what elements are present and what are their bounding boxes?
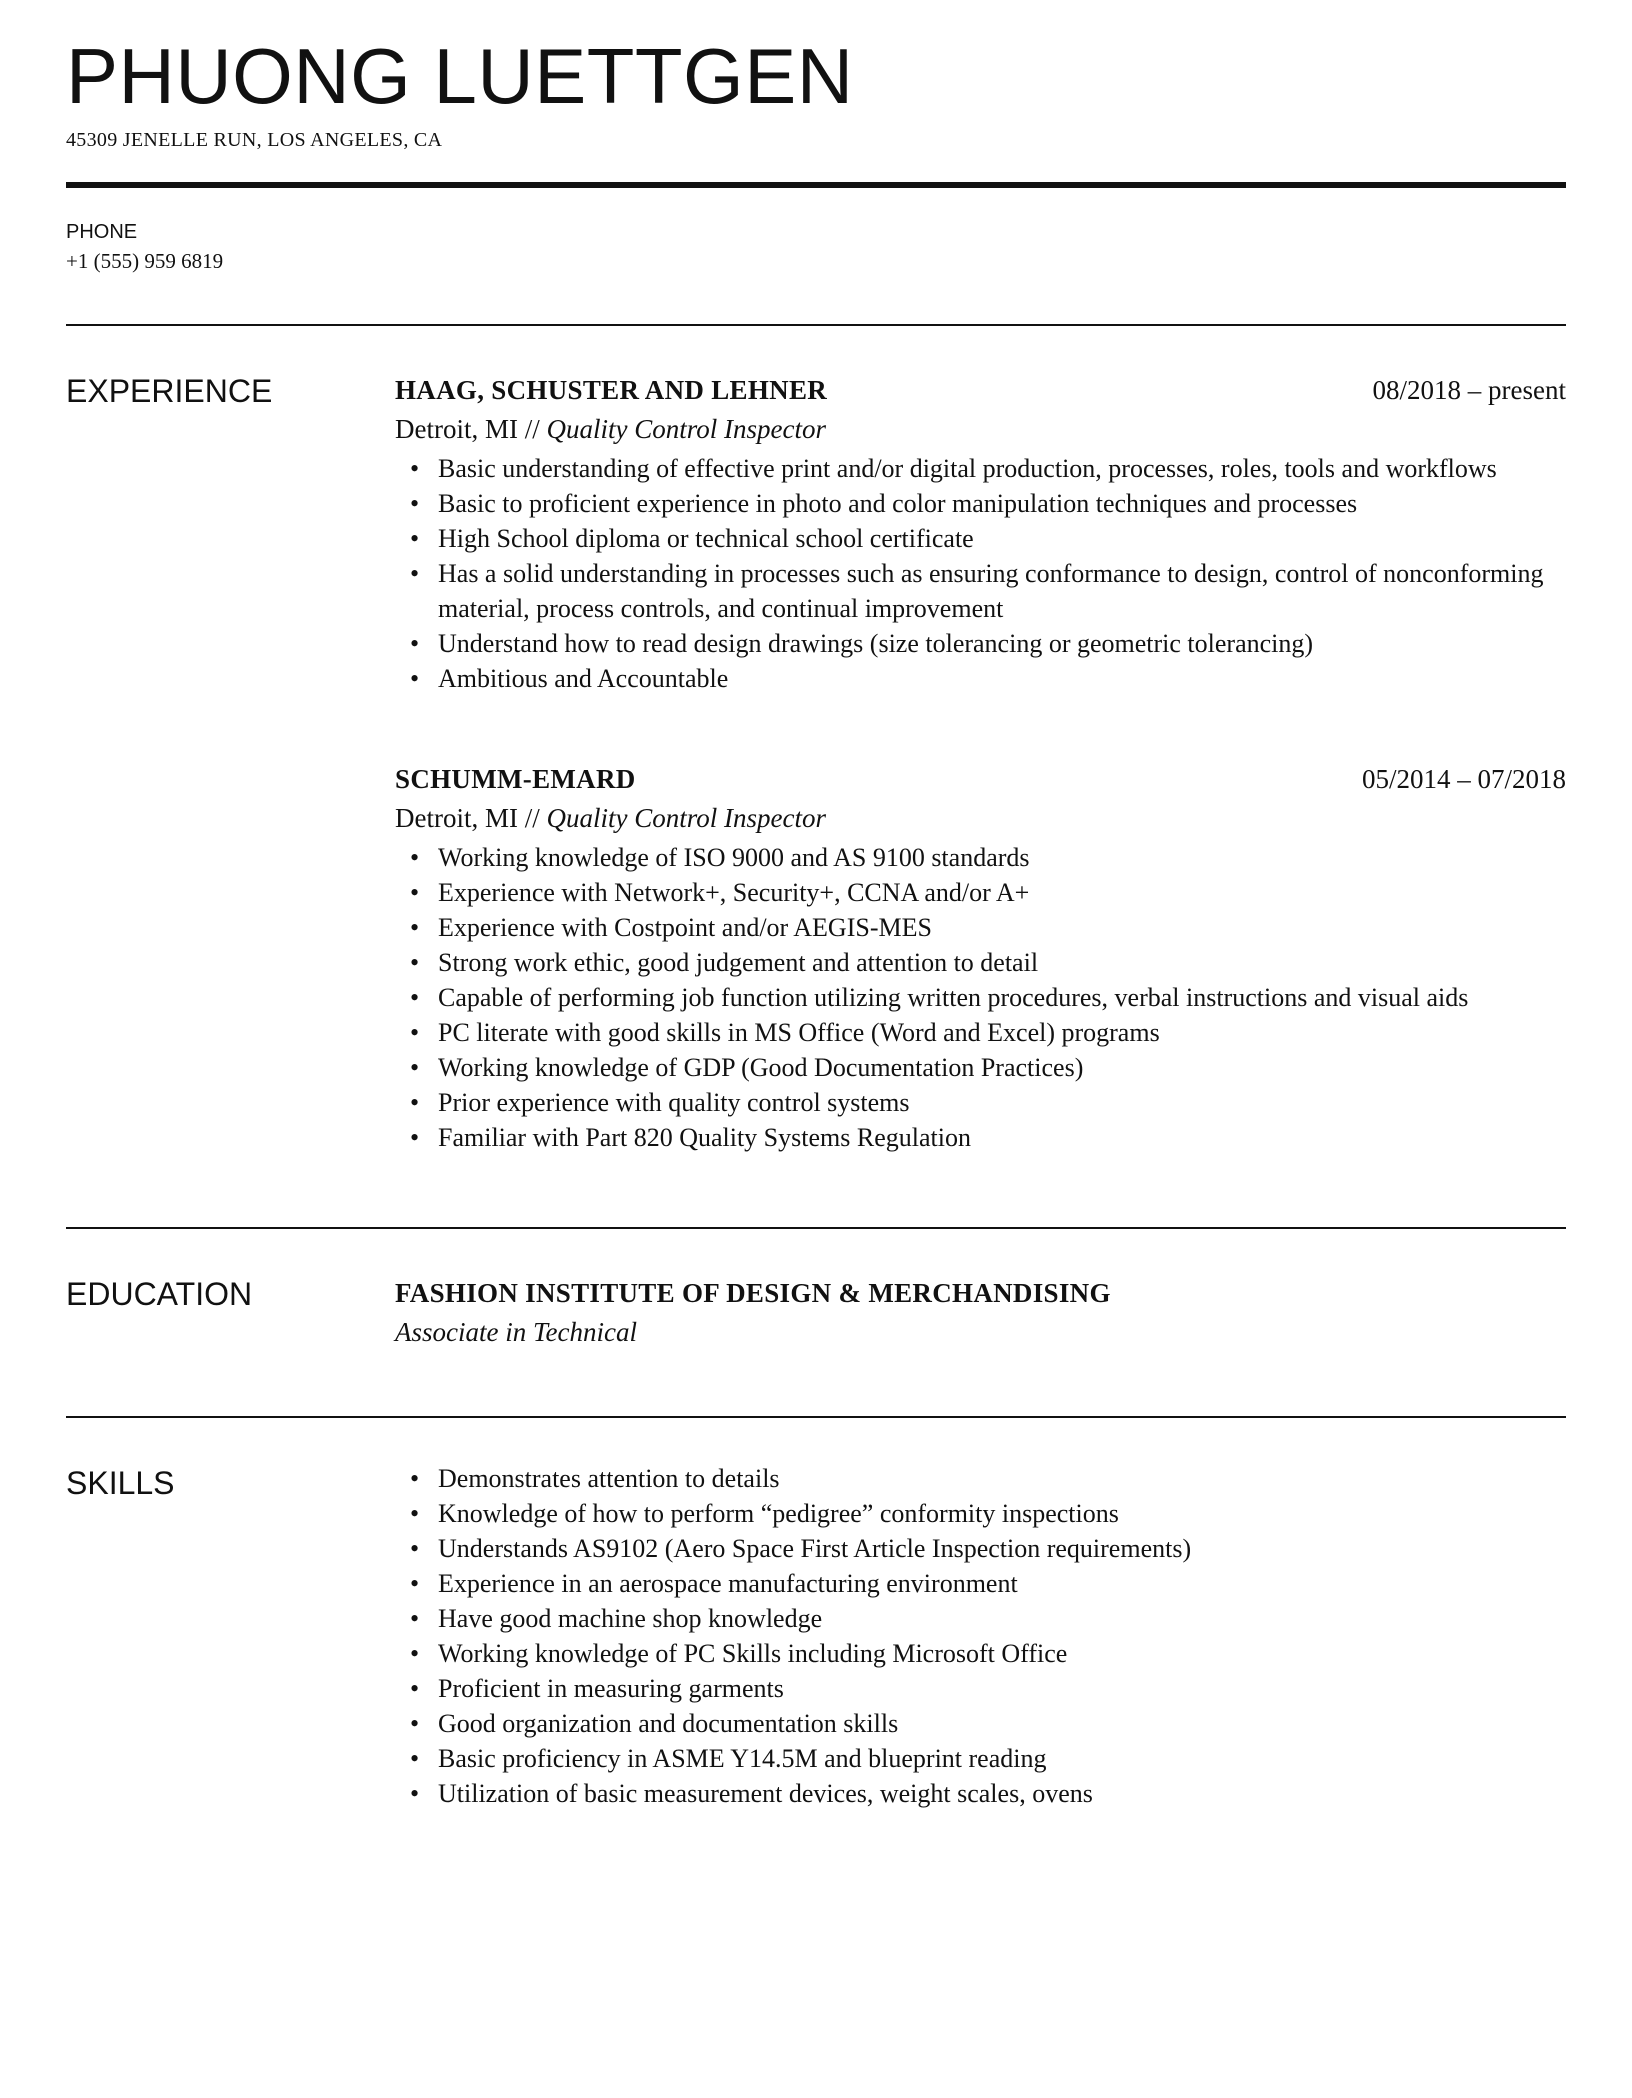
- education-title: EDUCATION: [66, 1276, 253, 1312]
- phone-value: +1 (555) 959 6819: [66, 249, 224, 273]
- job-role: Quality Control Inspector: [546, 803, 826, 833]
- job-dates: 05/2014 – 07/2018: [1361, 764, 1566, 794]
- job-dates: 08/2018 – present: [1372, 375, 1566, 405]
- education-section: [66, 1274, 1566, 1352]
- job-bullet: • Has a solid understanding in processes such as ensuring conformance to design, control of nonconforming material, process controls, and continual improvement: [438, 556, 1566, 626]
- job-bullet: • Ambitious and Accountable: [438, 661, 1566, 696]
- experience-section: [66, 371, 1566, 1155]
- job-entry: [395, 371, 1566, 696]
- job-bullet: • Experience with Network+, Security+, CCNA and/or A+: [438, 875, 1566, 910]
- experience-divider: [66, 1227, 1566, 1229]
- skill-item: • Have good machine shop knowledge: [438, 1601, 1566, 1636]
- job-subtitle: [395, 798, 1566, 838]
- job-company: SCHUMM-EMARD: [395, 764, 636, 794]
- job-bullet: • Understand how to read design drawings (size tolerancing or geometric tolerancing): [438, 626, 1566, 661]
- contact-block: [66, 218, 1566, 276]
- job-header: [395, 371, 1566, 409]
- job-bullet: • High School diploma or technical school certificate: [438, 521, 1566, 556]
- job-header: [395, 760, 1566, 798]
- skill-item: • Basic proficiency in ASME Y14.5M and blueprint reading: [438, 1741, 1566, 1776]
- skill-item: • Knowledge of how to perform “pedigree” conformity inspections: [438, 1496, 1566, 1531]
- job-bullet: • Basic understanding of effective print and/or digital production, processes, roles, tools and workflows: [438, 451, 1566, 486]
- job-bullet: • PC literate with good skills in MS Office (Word and Excel) programs: [438, 1015, 1566, 1050]
- skill-item: • Working knowledge of PC Skills including Microsoft Office: [438, 1636, 1566, 1671]
- candidate-address: 45309 JENELLE RUN, LOS ANGELES, CA: [66, 129, 443, 151]
- skills-title: SKILLS: [66, 1465, 175, 1501]
- phone-label: PHONE: [66, 221, 138, 243]
- job-entry: [395, 760, 1566, 1155]
- job-bullet: • Capable of performing job function utilizing written procedures, verbal instructions and visual aids: [438, 980, 1566, 1015]
- experience-title: EXPERIENCE: [66, 373, 273, 409]
- job-subtitle: [395, 409, 1566, 449]
- job-bullet: • Experience with Costpoint and/or AEGIS-MES: [438, 910, 1566, 945]
- job-bullets: [395, 451, 1566, 696]
- job-separator: //: [517, 803, 547, 833]
- skills-list: [395, 1461, 1566, 1811]
- job-bullets: [395, 840, 1566, 1155]
- job-separator: //: [517, 414, 547, 444]
- job-bullet: • Prior experience with quality control systems: [438, 1085, 1566, 1120]
- job-company: HAAG, SCHUSTER AND LEHNER: [395, 375, 828, 405]
- skills-body: [395, 1463, 1566, 1811]
- header-divider: [66, 182, 1566, 188]
- education-divider: [66, 1416, 1566, 1418]
- job-location: Detroit, MI: [395, 414, 518, 444]
- skill-item: • Experience in an aerospace manufacturing environment: [438, 1566, 1566, 1601]
- job-bullet: • Strong work ethic, good judgement and attention to detail: [438, 945, 1566, 980]
- job-bullet: • Working knowledge of ISO 9000 and AS 9100 standards: [438, 840, 1566, 875]
- education-body: [395, 1274, 1566, 1352]
- education-school: FASHION INSTITUTE OF DESIGN & MERCHANDISING: [395, 1278, 1111, 1308]
- experience-body: [395, 371, 1566, 1155]
- job-bullet: • Familiar with Part 820 Quality Systems Regulation: [438, 1120, 1566, 1155]
- skill-item: • Good organization and documentation skills: [438, 1706, 1566, 1741]
- job-role: Quality Control Inspector: [546, 414, 826, 444]
- skill-item: • Utilization of basic measurement devices, weight scales, ovens: [438, 1776, 1566, 1811]
- candidate-name: PHUONG LUETTGEN: [66, 32, 854, 120]
- contact-divider: [66, 324, 1566, 326]
- job-bullet: • Basic to proficient experience in photo and color manipulation techniques and processes: [438, 486, 1566, 521]
- job-location: Detroit, MI: [395, 803, 518, 833]
- skills-section: [66, 1463, 1566, 1811]
- skill-item: • Proficient in measuring garments: [438, 1671, 1566, 1706]
- job-bullet: • Working knowledge of GDP (Good Documentation Practices): [438, 1050, 1566, 1085]
- education-degree: Associate in Technical: [395, 1317, 637, 1347]
- skill-item: • Demonstrates attention to details: [438, 1461, 1566, 1496]
- skill-item: • Understands AS9102 (Aero Space First Article Inspection requirements): [438, 1531, 1566, 1566]
